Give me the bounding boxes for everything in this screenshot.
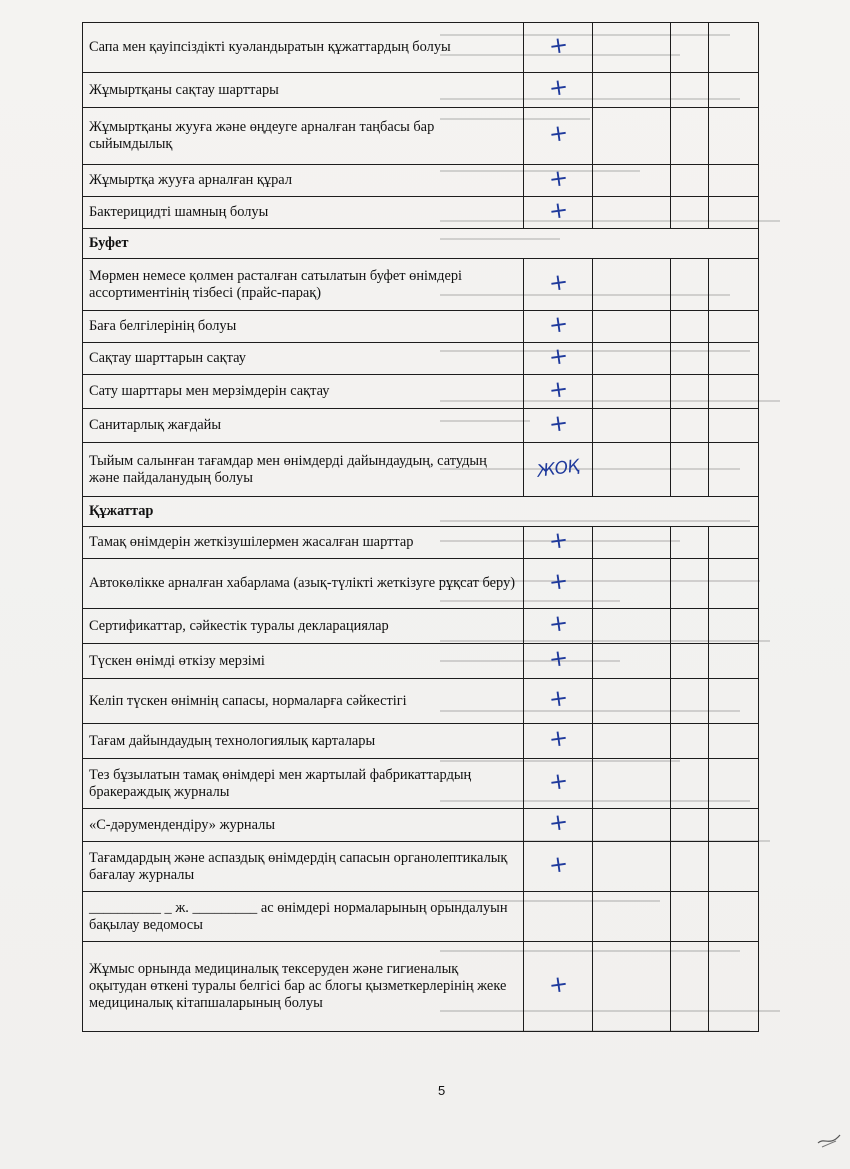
- checklist-row: [83, 809, 759, 842]
- checklist-row: [83, 197, 759, 229]
- checklist-row: [83, 842, 759, 892]
- empty-cell: [592, 724, 670, 759]
- empty-cell: [709, 892, 759, 942]
- checklist-row: [83, 609, 759, 644]
- empty-cell: [670, 197, 708, 229]
- empty-cell: [670, 375, 708, 409]
- empty-cell: [592, 108, 670, 165]
- requirement-text: Тыйым салынған тағамдар мен өнімдерді дайындаудың, сатудың және пайдаланудың болуы: [83, 443, 524, 497]
- handwritten-plus-mark: +: [546, 850, 570, 879]
- requirement-text: Сақтау шарттарын сақтау: [83, 343, 524, 375]
- requirement-text: Жұмыртқаны сақтау шарттары: [83, 73, 524, 108]
- checklist-row: [83, 759, 759, 809]
- empty-cell: [709, 443, 759, 497]
- compliance-mark-cell: [524, 892, 593, 942]
- compliance-mark-cell: [524, 527, 593, 559]
- checklist-row: [83, 311, 759, 343]
- empty-cell: [592, 343, 670, 375]
- compliance-mark-cell: [524, 165, 593, 197]
- handwritten-plus-mark: +: [546, 808, 570, 838]
- handwritten-plus-mark: +: [546, 684, 570, 714]
- empty-cell: [670, 443, 708, 497]
- requirement-text: Сапа мен қауіпсіздікті куәландыратын құжаттардың болуы: [83, 23, 524, 73]
- empty-cell: [709, 259, 759, 311]
- empty-cell: [670, 165, 708, 197]
- empty-cell: [709, 759, 759, 809]
- compliance-mark-cell: [524, 409, 593, 443]
- checklist-row: [83, 644, 759, 679]
- compliance-mark-cell: [524, 609, 593, 644]
- checklist-row: [83, 259, 759, 311]
- empty-cell: [592, 559, 670, 609]
- compliance-mark-cell: [524, 259, 593, 311]
- checklist-row: [83, 108, 759, 165]
- handwritten-plus-mark: +: [546, 310, 570, 339]
- empty-cell: [709, 842, 759, 892]
- handwritten-plus-mark: +: [546, 73, 570, 103]
- inspection-checklist-table: [82, 22, 759, 1032]
- handwritten-plus-mark: +: [546, 567, 570, 596]
- empty-cell: [592, 609, 670, 644]
- handwritten-plus-mark: +: [546, 31, 570, 60]
- handwritten-plus-mark: +: [546, 196, 570, 225]
- checklist-row: [83, 343, 759, 375]
- checklist-row: [83, 73, 759, 108]
- handwritten-plus-mark: +: [546, 724, 570, 754]
- handwritten-no-mark: ЖОҚ: [535, 455, 581, 482]
- empty-cell: [592, 809, 670, 842]
- checklist-row: [83, 892, 759, 942]
- empty-cell: [709, 197, 759, 229]
- requirement-text: Тез бұзылатын тамақ өнімдері мен жартылай фабрикаттардың бракераждық журналы: [83, 759, 524, 809]
- checklist-row: [83, 165, 759, 197]
- empty-cell: [709, 23, 759, 73]
- empty-cell: [709, 375, 759, 409]
- empty-cell: [670, 724, 708, 759]
- handwritten-plus-mark: +: [546, 644, 570, 674]
- checklist-row: [83, 679, 759, 724]
- checklist-row: [83, 942, 759, 1032]
- empty-cell: [592, 892, 670, 942]
- empty-cell: [709, 527, 759, 559]
- handwritten-plus-mark: +: [546, 767, 570, 796]
- empty-cell: [592, 759, 670, 809]
- empty-cell: [670, 759, 708, 809]
- empty-cell: [709, 165, 759, 197]
- requirement-text: Бактерицидті шамның болуы: [83, 197, 524, 229]
- empty-cell: [670, 73, 708, 108]
- requirement-text: Баға белгілерінің болуы: [83, 311, 524, 343]
- requirement-text: Жұмыс орнында медициналық тексеруден және гигиеналық оқытудан өткені туралы белгісі бар ас блогы қызметкерлерінің жеке медициналық кітапшаларының болуы: [83, 942, 524, 1032]
- empty-cell: [709, 559, 759, 609]
- compliance-mark-cell: [524, 809, 593, 842]
- requirement-text: Сертификаттар, сәйкестік туралы декларациялар: [83, 609, 524, 644]
- checklist-row: [83, 409, 759, 443]
- requirement-text: Мөрмен немесе қолмен расталған сатылатын буфет өнімдері ассортиментінің тізбесі (прайс-парақ): [83, 259, 524, 311]
- compliance-mark-cell: [524, 108, 593, 165]
- empty-cell: [592, 197, 670, 229]
- empty-cell: [709, 311, 759, 343]
- empty-cell: [709, 809, 759, 842]
- empty-cell: [670, 259, 708, 311]
- empty-cell: [592, 679, 670, 724]
- handwritten-plus-mark: +: [546, 409, 570, 438]
- section-header-row: [83, 229, 759, 259]
- compliance-mark-cell: [524, 559, 593, 609]
- requirement-text: __________ _ ж. _________ ас өнімдері нормаларының орындалуын бақылау ведомосы: [83, 892, 524, 942]
- empty-cell: [592, 311, 670, 343]
- empty-cell: [670, 892, 708, 942]
- empty-cell: [670, 559, 708, 609]
- compliance-mark-cell: [524, 942, 593, 1032]
- requirement-text: «С-дәрумендендіру» журналы: [83, 809, 524, 842]
- empty-cell: [670, 842, 708, 892]
- empty-cell: [592, 409, 670, 443]
- empty-cell: [670, 942, 708, 1032]
- handwritten-plus-mark: +: [546, 609, 570, 639]
- page-number: 5: [438, 1083, 446, 1098]
- checklist-row: [83, 375, 759, 409]
- empty-cell: [592, 259, 670, 311]
- empty-cell: [592, 375, 670, 409]
- compliance-mark-cell: [524, 644, 593, 679]
- requirement-text: Тағамдардың және аспаздық өнімдердің сапасын органолептикалық бағалау журналы: [83, 842, 524, 892]
- empty-cell: [709, 609, 759, 644]
- requirement-text: Тамақ өнімдерін жеткізушілермен жасалған шарттар: [83, 527, 524, 559]
- compliance-mark-cell: [524, 443, 593, 497]
- empty-cell: [592, 842, 670, 892]
- checklist-row: [83, 527, 759, 559]
- empty-cell: [709, 343, 759, 375]
- empty-cell: [670, 609, 708, 644]
- compliance-mark-cell: [524, 343, 593, 375]
- requirement-text: Келіп түскен өнімнің сапасы, нормаларға сәйкестігі: [83, 679, 524, 724]
- checklist-row: [83, 559, 759, 609]
- empty-cell: [592, 73, 670, 108]
- empty-cell: [709, 73, 759, 108]
- section-title: Буфет: [83, 229, 759, 259]
- requirement-text: Жұмыртқа жууға арналған құрал: [83, 165, 524, 197]
- compliance-mark-cell: [524, 759, 593, 809]
- compliance-mark-cell: [524, 311, 593, 343]
- empty-cell: [670, 23, 708, 73]
- handwritten-plus-mark: +: [546, 119, 570, 149]
- requirement-text: Автокөлікке арналған хабарлама (азық-түлікті жеткізуге рұқсат беру): [83, 559, 524, 609]
- checklist-row: [83, 23, 759, 73]
- requirement-text: Жұмыртқаны жууға және өңдеуге арналған таңбасы бар сыйымдылық: [83, 108, 524, 165]
- compliance-mark-cell: [524, 73, 593, 108]
- section-title: Құжаттар: [83, 497, 759, 527]
- handwritten-plus-mark: +: [546, 375, 570, 404]
- handwritten-plus-mark: +: [546, 342, 570, 371]
- empty-cell: [592, 443, 670, 497]
- empty-cell: [592, 165, 670, 197]
- checklist-row: [83, 443, 759, 497]
- empty-cell: [670, 809, 708, 842]
- handwritten-plus-mark: +: [546, 970, 570, 999]
- empty-cell: [670, 527, 708, 559]
- requirement-text: Тағам дайындаудың технологиялық карталары: [83, 724, 524, 759]
- empty-cell: [670, 343, 708, 375]
- compliance-mark-cell: [524, 842, 593, 892]
- compliance-mark-cell: [524, 375, 593, 409]
- empty-cell: [709, 644, 759, 679]
- empty-cell: [709, 942, 759, 1032]
- section-header-row: [83, 497, 759, 527]
- empty-cell: [709, 679, 759, 724]
- requirement-text: Түскен өнімді өткізу мерзімі: [83, 644, 524, 679]
- empty-cell: [592, 527, 670, 559]
- empty-cell: [709, 409, 759, 443]
- handwritten-plus-mark: +: [546, 268, 570, 297]
- empty-cell: [670, 644, 708, 679]
- empty-cell: [592, 644, 670, 679]
- empty-cell: [592, 942, 670, 1032]
- compliance-mark-cell: [524, 724, 593, 759]
- checklist-row: [83, 724, 759, 759]
- requirement-text: Сату шарттары мен мерзімдерін сақтау: [83, 375, 524, 409]
- handwritten-plus-mark: +: [546, 164, 570, 193]
- empty-cell: [670, 679, 708, 724]
- empty-cell: [592, 23, 670, 73]
- requirement-text: Санитарлық жағдайы: [83, 409, 524, 443]
- compliance-mark-cell: [524, 197, 593, 229]
- checklist-rows: [83, 23, 759, 1032]
- empty-cell: [670, 409, 708, 443]
- empty-cell: [709, 108, 759, 165]
- compliance-mark-cell: [524, 679, 593, 724]
- empty-cell: [709, 724, 759, 759]
- compliance-mark-cell: [524, 23, 593, 73]
- handwritten-plus-mark: +: [546, 526, 570, 555]
- empty-cell: [670, 108, 708, 165]
- corner-scribble-mark: [816, 1131, 842, 1149]
- empty-cell: [670, 311, 708, 343]
